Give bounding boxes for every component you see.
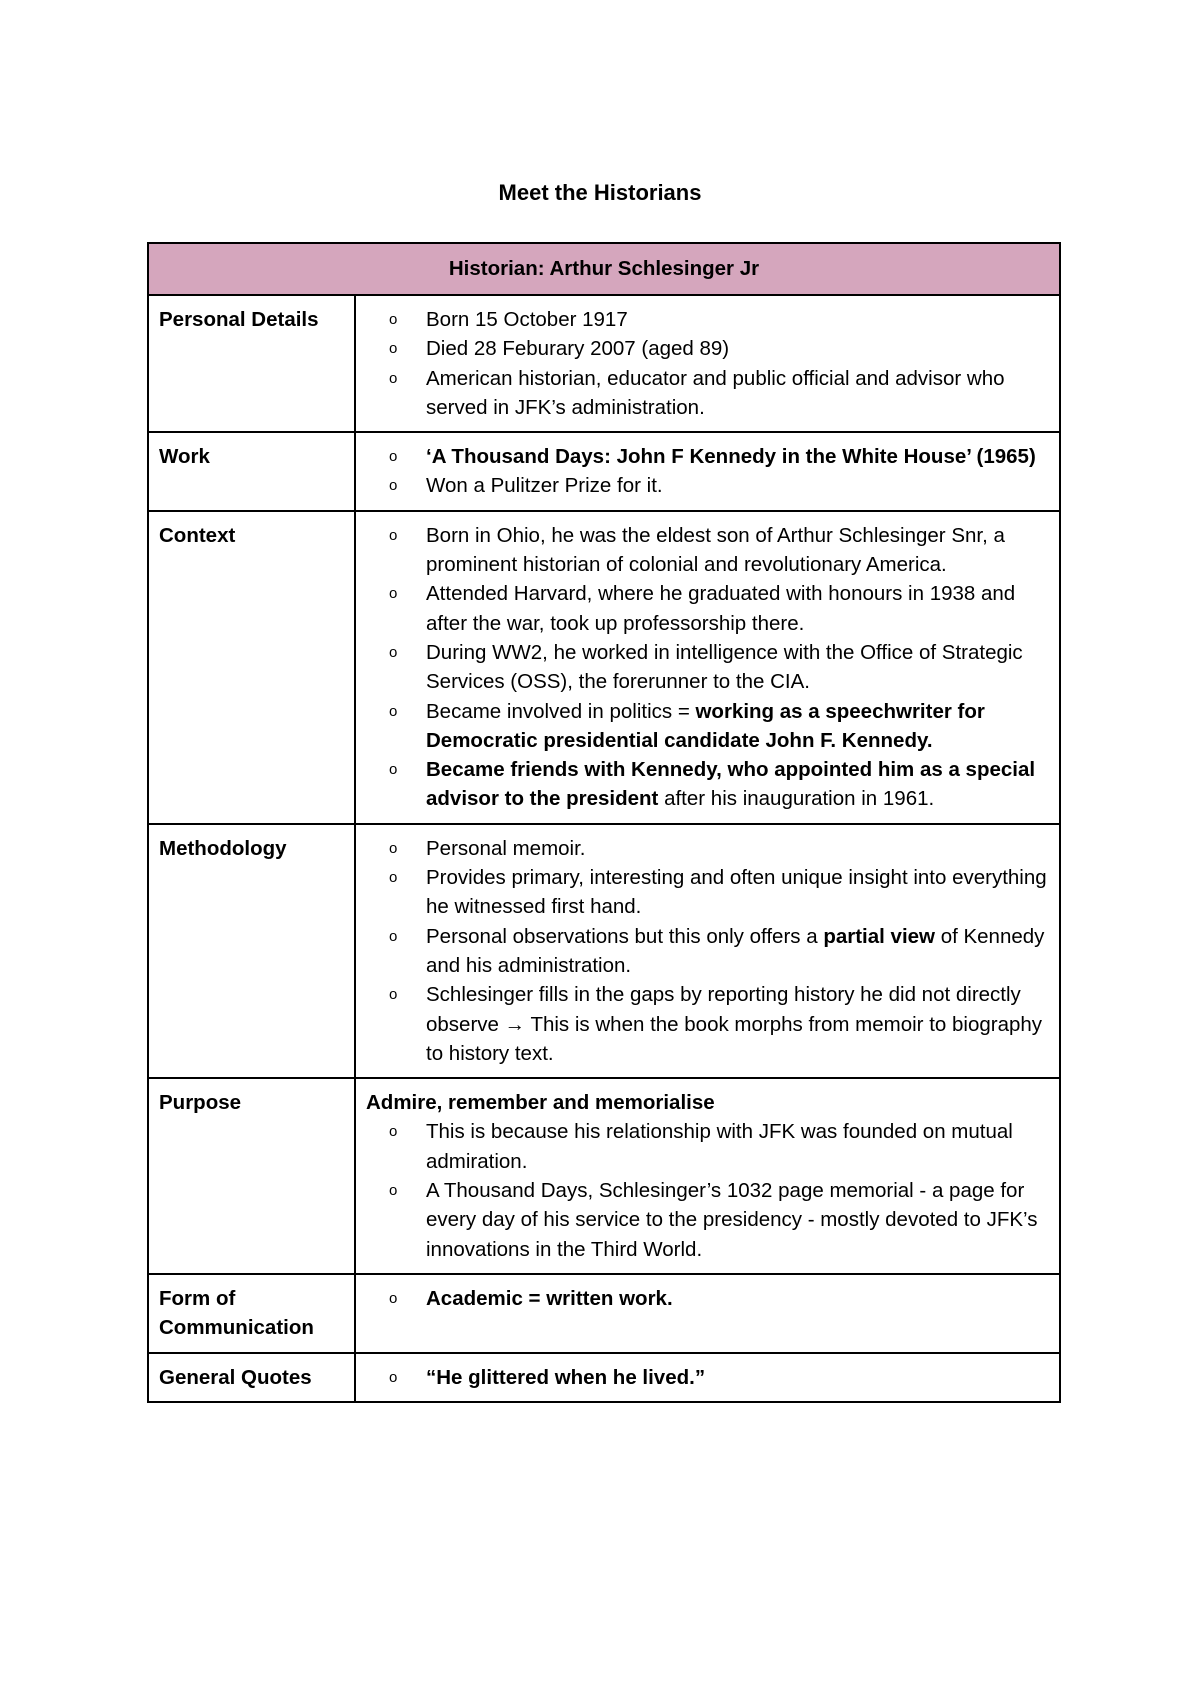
bold-text: working as a speechwriter for Democratic presidential candidate John F. Kennedy. [426,699,985,752]
circle-bullet-icon: o [389,526,398,544]
list-item [389,834,1049,863]
text-segment: This is because his relationship with JFK was founded on mutual admiration. [426,1120,1013,1173]
circle-bullet-icon: o [389,839,398,857]
row-label: Work [148,432,355,511]
row-content [355,432,1060,511]
text-segment: During WW2, he worked in intelligence with the Office of Strategic Services (OSS), the forerunner to the CIA. [426,640,1023,694]
text-segment: of Kennedy and his administration. [426,924,1045,977]
table-row-methodology [148,824,1060,1078]
text-segment: Attended Harvard, where he graduated with honours in 1938 and after the war, took up professorship there. [426,582,1016,635]
document-title: Meet the Historians [498,180,702,205]
text-segment: American historian, educator and public official and advisor who served in JFK’s administration. [426,366,1005,419]
table-row-work [148,432,1060,511]
list-item [389,980,1049,1068]
circle-bullet-icon: o [389,311,398,328]
circle-bullet-icon: o [389,340,398,358]
row-label: Context [148,511,355,824]
row-content [355,295,1060,432]
circle-bullet-icon: o [389,1182,398,1200]
historian-name-header: Historian: Arthur Schlesinger Jr [148,243,1060,295]
list-item [389,1363,1049,1392]
list-item [389,1176,1049,1264]
row-label: Methodology [148,824,355,1078]
row-content [355,824,1060,1078]
circle-bullet-icon: o [389,761,398,779]
row-label: Form of Communication [148,1274,355,1353]
circle-bullet-icon: o [389,869,398,887]
list-item [389,305,1049,334]
list-item [389,364,1049,423]
circle-bullet-icon: o [389,1368,398,1386]
bold-text: ‘A Thousand Days: John F Kennedy in the White House’ (1965) [426,445,1036,469]
bullet-list [366,1363,1049,1392]
circle-bullet-icon: o [389,1289,398,1307]
circle-bullet-icon: o [389,702,398,720]
text-segment: Schlesinger fills in the gaps by reporting history he did not directly observe → This is when the book morphs from memoir to biography to history text. [426,983,1043,1065]
row-label: Purpose [148,1078,355,1274]
table-row-general-quotes [148,1353,1060,1402]
text-segment: after his inauguration in 1961. [658,787,935,811]
historian-table [147,242,1061,1403]
bold-text: partial view [823,924,935,948]
list-item [389,442,1049,471]
text-segment: A Thousand Days, Schlesinger’s 1032 page memorial - a page for every day of his service to the presidency - mostly devoted to JFK’s innovations in the Third World. [426,1179,1038,1261]
list-item [389,755,1049,814]
list-item [389,334,1049,363]
row-content [355,1078,1060,1274]
table-row-form-of-communication [148,1274,1060,1353]
table-body [148,295,1060,1402]
bullet-list [366,834,1049,1068]
circle-bullet-icon: o [389,1123,398,1141]
text-segment: Provides primary, interesting and often unique insight into everything he witnessed first hand. [426,866,1047,919]
circle-bullet-icon: o [389,986,398,1004]
row-label: General Quotes [148,1353,355,1402]
text-segment: Won a Pulitzer Prize for it. [426,474,663,498]
circle-bullet-icon: o [389,585,398,603]
bold-text: “He glittered when he lived.” [426,1365,706,1389]
list-item [389,863,1049,922]
table-row-context [148,511,1060,824]
bullet-list [366,442,1049,501]
table-row-purpose [148,1078,1060,1274]
text-segment: Born 15 October 1917 [426,308,628,331]
list-item [389,638,1049,697]
bullet-list [366,1284,1049,1313]
content-heading: Admire, remember and memorialise [366,1091,715,1115]
row-content [355,1274,1060,1353]
list-item [389,579,1049,638]
circle-bullet-icon: o [389,448,398,466]
bullet-list [366,521,1049,814]
list-item [389,1284,1049,1313]
circle-bullet-icon: o [389,369,398,387]
table-row-personal-details [148,295,1060,432]
circle-bullet-icon: o [389,643,398,661]
list-item [389,922,1049,981]
text-segment: Became involved in politics = [426,699,696,723]
bullet-list [366,1117,1049,1263]
text-segment: Died 28 Feburary 2007 (aged 89) [426,337,730,361]
row-content [355,1353,1060,1402]
circle-bullet-icon: o [389,477,398,495]
list-item [389,521,1049,580]
row-content [355,511,1060,824]
list-item [389,471,1049,500]
text-segment: Born in Ohio, he was the eldest son of Arthur Schlesinger Snr, a prominent historian of colonial and revolutionary America. [426,523,1005,577]
list-item [389,697,1049,756]
list-item [389,1117,1049,1176]
text-segment: Personal memoir. [426,836,586,860]
bold-text: Academic = written work. [426,1286,673,1310]
bullet-list [366,305,1049,422]
text-segment: Personal observations but this only offers a [426,924,824,948]
row-label: Personal Details [148,295,355,432]
bold-text: Became friends with Kennedy, who appointed him as a special advisor to the president [426,758,1036,811]
circle-bullet-icon: o [389,927,398,945]
